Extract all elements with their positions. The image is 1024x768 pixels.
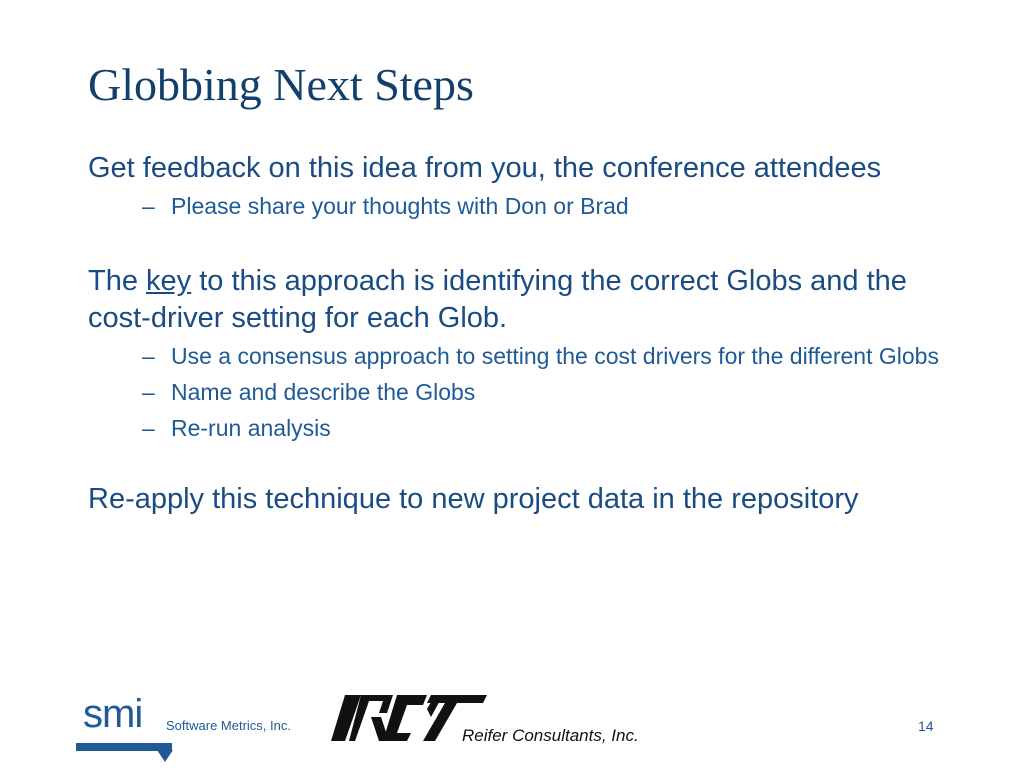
bullet-text-before: The (88, 265, 147, 297)
sub-bullet-consensus (88, 341, 948, 371)
sub-bullet-name-globs (88, 377, 948, 407)
bullet-key-approach (88, 263, 948, 337)
dash-marker: – (142, 343, 155, 369)
slide-body (88, 150, 948, 518)
smi-logo (76, 694, 176, 754)
smi-caption: Software Metrics, Inc. (166, 718, 291, 733)
slide-title: Globbing Next Steps (88, 59, 474, 110)
sub-bullet-text: Name and describe the Globs (171, 379, 476, 405)
bullet-text-after: to this approach is identifying the correct Globs and the cost-driver setting for each Glob. (88, 265, 907, 334)
sub-bullet-text: Re-run analysis (171, 415, 331, 441)
rci-company-name: Reifer Consultants, Inc. (462, 726, 639, 745)
sub-bullet-rerun (88, 413, 948, 443)
sub-bullet-text: Please share your thoughts with Don or Brad (171, 193, 629, 219)
bullet-reapply: Re-apply this technique to new project data in the repository (88, 483, 859, 515)
slide-footer (0, 680, 1024, 768)
smi-logo-pointer (157, 750, 173, 762)
sub-bullet-text: Use a consensus approach to setting the cost drivers for the different Globs (171, 343, 939, 369)
bullet-emphasis-key: key (146, 265, 192, 297)
dash-marker: – (142, 379, 155, 405)
dash-marker: – (142, 415, 155, 441)
dash-marker: – (142, 193, 155, 219)
smi-logo-text: smi (83, 692, 143, 736)
page-number: 14 (918, 718, 934, 734)
sub-bullet-share-thoughts (88, 191, 948, 221)
bullet-feedback: Get feedback on this idea from you, the conference attendees (88, 152, 882, 184)
